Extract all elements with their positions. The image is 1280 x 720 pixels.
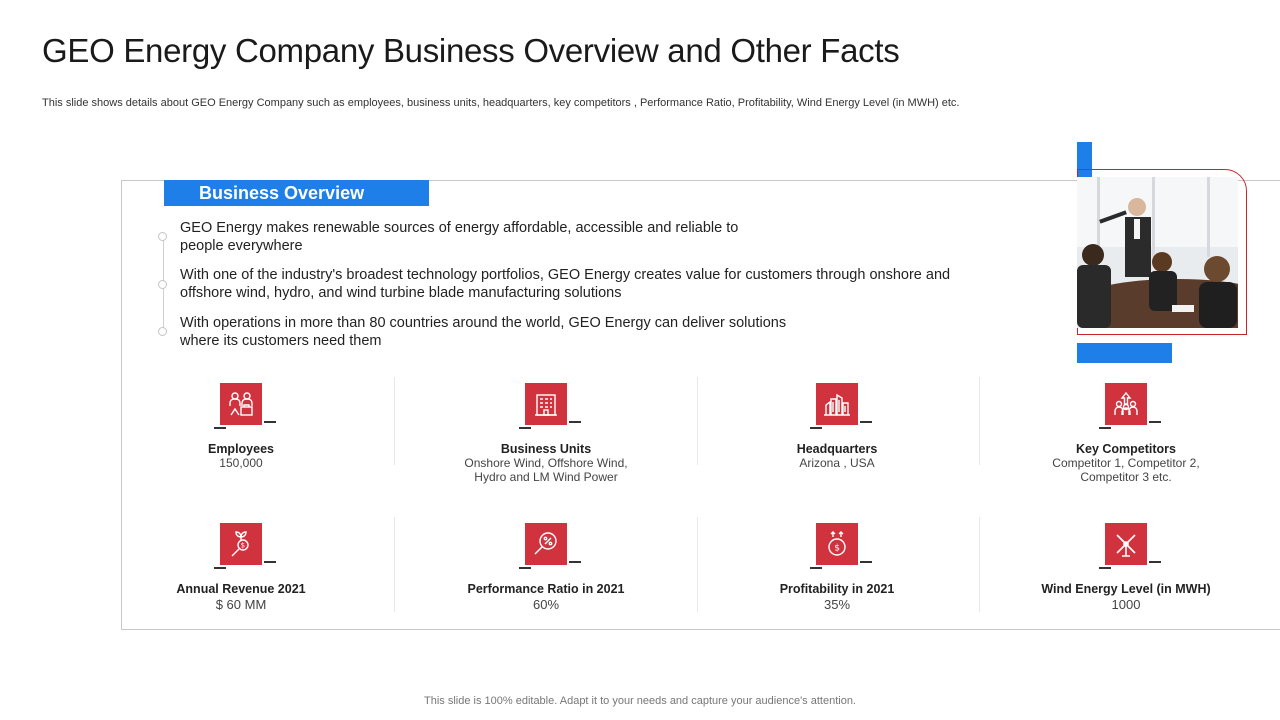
fact-label: Employees [207, 442, 274, 456]
business-overview-heading: Business Overview [164, 180, 429, 206]
fact-value: Onshore Wind, Offshore Wind, [464, 456, 628, 470]
fact-label: Profitability in 2021 [779, 582, 895, 596]
revenue-icon [220, 523, 262, 565]
fact-value: Competitor 3 etc. [1080, 470, 1172, 484]
fact-value: 1000 [1111, 597, 1141, 612]
bullet-line: people everywhere [180, 238, 303, 254]
bullet-line: offshore wind, hydro, and wind turbine blade manufacturing solutions [180, 285, 622, 301]
competitors-icon [1105, 383, 1147, 425]
employees-icon [220, 383, 262, 425]
building-icon [525, 383, 567, 425]
bullet-line: With operations in more than 80 countries around the world, GEO Energy can deliver solutions [180, 315, 787, 331]
fact-value: 150,000 [219, 456, 263, 470]
column-divider [394, 517, 395, 612]
bullet-dot [158, 280, 167, 289]
slide-title: GEO Energy Company Business Overview and Other Facts [42, 32, 900, 69]
fact-value: $ 60 MM [215, 597, 267, 612]
fact-wind-energy-level [1016, 523, 1236, 612]
fact-label: Headquarters [796, 442, 878, 456]
slide-subtitle: This slide shows details about GEO Energy Company such as employees, business units, headquarters, key competitors , Performance Ratio, Profitability, Wind Energy Level (in MWH) etc. [42, 97, 960, 109]
svg-text:$: $ [240, 541, 246, 550]
column-divider [394, 377, 395, 465]
meeting-photo [1077, 177, 1238, 328]
overview-bullet-3 [180, 314, 786, 350]
fact-employees [131, 383, 351, 470]
fact-value: 60% [532, 597, 560, 612]
fact-label: Performance Ratio in 2021 [467, 582, 625, 596]
fact-value: Competitor 1, Competitor 2, [1052, 456, 1200, 470]
profitability-icon [816, 523, 858, 565]
bullet-line: GEO Energy makes renewable sources of energy affordable, accessible and reliable to [180, 220, 739, 236]
fact-value: Hydro and LM Wind Power [474, 470, 618, 484]
fact-business-units [436, 383, 656, 484]
fact-headquarters [727, 383, 947, 470]
fact-value: 35% [823, 597, 851, 612]
fact-key-competitors [1016, 383, 1236, 484]
fact-label: Annual Revenue 2021 [176, 582, 306, 596]
fact-value: Arizona , USA [799, 456, 875, 470]
slide-footer: This slide is 100% editable. Adapt it to your needs and capture your audience's attention. [424, 695, 856, 707]
bullet-dot [158, 232, 167, 241]
skyline-icon [816, 383, 858, 425]
bullet-dot [158, 327, 167, 336]
fact-performance-ratio [436, 523, 656, 612]
overview-bullet-1 [180, 219, 738, 255]
fact-label: Key Competitors [1075, 442, 1177, 456]
photo-accent-bottom [1077, 343, 1172, 363]
svg-text:$: $ [834, 543, 841, 554]
fact-label: Wind Energy Level (in MWH) [1041, 582, 1211, 596]
bullet-line: With one of the industry's broadest technology portfolios, GEO Energy creates value for customers through onshore and [180, 267, 951, 283]
overview-bullet-2 [180, 266, 950, 302]
wind-turbine-icon [1105, 523, 1147, 565]
performance-icon [525, 523, 567, 565]
bullet-line: where its customers need them [180, 333, 382, 349]
column-divider [979, 377, 980, 465]
column-divider [697, 377, 698, 465]
column-divider [979, 517, 980, 612]
fact-annual-revenue [131, 523, 351, 612]
fact-profitability [727, 523, 947, 612]
column-divider [697, 517, 698, 612]
fact-label: Business Units [500, 442, 592, 456]
